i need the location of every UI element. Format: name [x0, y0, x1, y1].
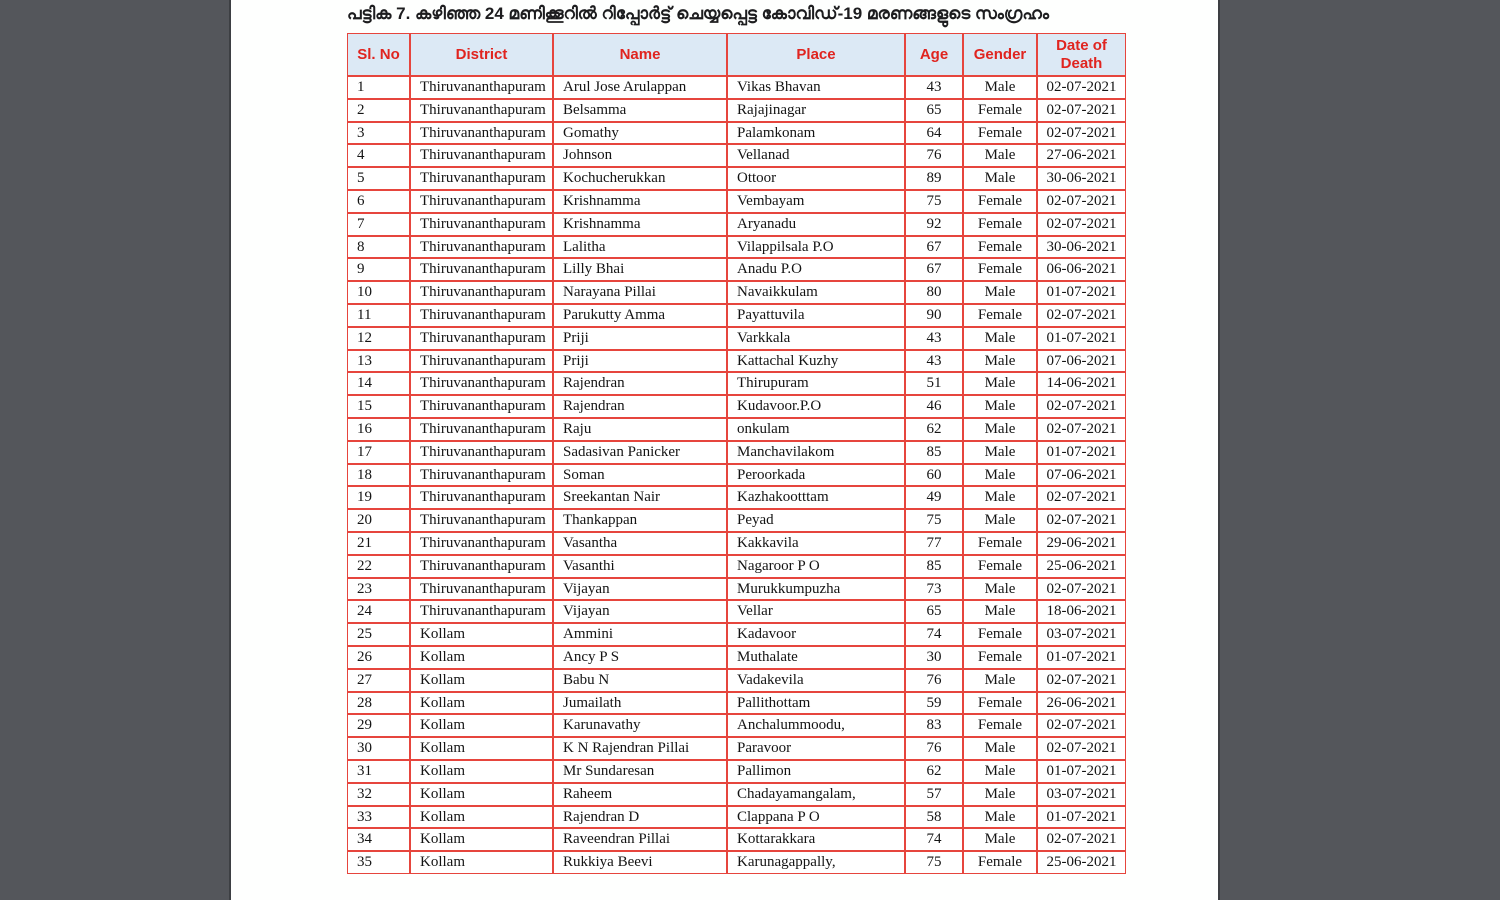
table-cell: 29	[347, 714, 410, 737]
table-cell: Soman	[553, 464, 727, 487]
table-cell: 01-07-2021	[1037, 806, 1126, 829]
table-cell: Thiruvananthapuram	[410, 441, 553, 464]
table-cell: 75	[905, 190, 963, 213]
covid-deaths-table	[347, 33, 1126, 874]
table-cell: 35	[347, 851, 410, 874]
table-cell: Kattachal Kuzhy	[727, 350, 905, 373]
table-cell: Varkkala	[727, 327, 905, 350]
table-cell: 14	[347, 372, 410, 395]
table-cell: Gomathy	[553, 122, 727, 145]
table-row	[347, 532, 1126, 555]
table-cell: 43	[905, 350, 963, 373]
table-cell: Male	[963, 144, 1037, 167]
table-cell: Female	[963, 532, 1037, 555]
table-cell: Raheem	[553, 783, 727, 806]
table-row	[347, 395, 1126, 418]
table-cell: Navaikkulam	[727, 281, 905, 304]
table-cell: Male	[963, 327, 1037, 350]
table-cell: Male	[963, 167, 1037, 190]
table-cell: 58	[905, 806, 963, 829]
table-cell: Thiruvananthapuram	[410, 167, 553, 190]
table-cell: Peroorkada	[727, 464, 905, 487]
table-cell: Jumailath	[553, 692, 727, 715]
table-cell: Thiruvananthapuram	[410, 486, 553, 509]
table-cell: 73	[905, 578, 963, 601]
table-cell: Raveendran Pillai	[553, 828, 727, 851]
column-header-name: Name	[553, 33, 727, 76]
table-row	[347, 304, 1126, 327]
table-cell: 65	[905, 600, 963, 623]
table-cell: Thiruvananthapuram	[410, 509, 553, 532]
table-cell: 02-07-2021	[1037, 99, 1126, 122]
table-cell: 27-06-2021	[1037, 144, 1126, 167]
table-cell: 25-06-2021	[1037, 851, 1126, 874]
table-row	[347, 806, 1126, 829]
table-cell: Male	[963, 806, 1037, 829]
table-cell: 51	[905, 372, 963, 395]
table-cell: Ancy P S	[553, 646, 727, 669]
table-cell: Karunavathy	[553, 714, 727, 737]
table-cell: 7	[347, 213, 410, 236]
table-cell: Narayana Pillai	[553, 281, 727, 304]
table-cell: Thiruvananthapuram	[410, 304, 553, 327]
table-cell: 21	[347, 532, 410, 555]
table-cell: 15	[347, 395, 410, 418]
table-cell: 4	[347, 144, 410, 167]
table-row	[347, 441, 1126, 464]
table-cell: 19	[347, 486, 410, 509]
table-cell: Sreekantan Nair	[553, 486, 727, 509]
table-cell: Thiruvananthapuram	[410, 418, 553, 441]
table-cell: 02-07-2021	[1037, 578, 1126, 601]
table-cell: 26-06-2021	[1037, 692, 1126, 715]
table-cell: Pallithottam	[727, 692, 905, 715]
table-cell: Male	[963, 578, 1037, 601]
table-cell: Kollam	[410, 646, 553, 669]
table-cell: 30	[347, 737, 410, 760]
table-cell: Vellar	[727, 600, 905, 623]
table-row	[347, 464, 1126, 487]
table-cell: 3	[347, 122, 410, 145]
table-cell: Peyad	[727, 509, 905, 532]
table-cell: 75	[905, 509, 963, 532]
table-cell: 03-07-2021	[1037, 623, 1126, 646]
table-cell: 03-07-2021	[1037, 783, 1126, 806]
table-cell: Female	[963, 258, 1037, 281]
document-title: പട്ടിക 7. കഴിഞ്ഞ 24 മണിക്കൂറിൽ റിപ്പോർട്ട് ചെയ്യപ്പെട്ട കോവിഡ്-19 മരണങ്ങളുടെ സംഗ്രഹം	[347, 4, 1049, 23]
table-cell: 01-07-2021	[1037, 646, 1126, 669]
table-cell: Anadu P.O	[727, 258, 905, 281]
column-header-sl-no: Sl. No	[347, 33, 410, 76]
table-cell: 02-07-2021	[1037, 669, 1126, 692]
table-cell: 01-07-2021	[1037, 760, 1126, 783]
table-cell: Female	[963, 555, 1037, 578]
table-cell: Clappana P O	[727, 806, 905, 829]
table-cell: 25	[347, 623, 410, 646]
table-cell: Thiruvananthapuram	[410, 555, 553, 578]
table-cell: 64	[905, 122, 963, 145]
column-header-date-of-death: Date of Death	[1037, 33, 1126, 76]
table-cell: 11	[347, 304, 410, 327]
table-row	[347, 646, 1126, 669]
table-row	[347, 236, 1126, 259]
table-cell: 29-06-2021	[1037, 532, 1126, 555]
table-cell: Thiruvananthapuram	[410, 122, 553, 145]
table-cell: 02-07-2021	[1037, 395, 1126, 418]
table-row	[347, 281, 1126, 304]
table-cell: 12	[347, 327, 410, 350]
table-cell: Ammini	[553, 623, 727, 646]
table-cell: Male	[963, 441, 1037, 464]
table-row	[347, 418, 1126, 441]
table-cell: 10	[347, 281, 410, 304]
table-cell: Kudavoor.P.O	[727, 395, 905, 418]
table-cell: Parukutty Amma	[553, 304, 727, 327]
table-cell: Thankappan	[553, 509, 727, 532]
table-cell: Kollam	[410, 623, 553, 646]
table-cell: 85	[905, 555, 963, 578]
table-cell: Thiruvananthapuram	[410, 144, 553, 167]
table-cell: Kollam	[410, 669, 553, 692]
table-cell: Vasantha	[553, 532, 727, 555]
table-cell: Female	[963, 99, 1037, 122]
table-cell: Vembayam	[727, 190, 905, 213]
table-cell: 9	[347, 258, 410, 281]
table-cell: 60	[905, 464, 963, 487]
table-cell: 62	[905, 418, 963, 441]
table-cell: 18-06-2021	[1037, 600, 1126, 623]
table-cell: 23	[347, 578, 410, 601]
table-cell: Babu N	[553, 669, 727, 692]
table-cell: 46	[905, 395, 963, 418]
table-cell: Male	[963, 281, 1037, 304]
table-row	[347, 578, 1126, 601]
table-cell: Kollam	[410, 692, 553, 715]
table-cell: 02-07-2021	[1037, 213, 1126, 236]
table-cell: Thiruvananthapuram	[410, 236, 553, 259]
table-cell: Thiruvananthapuram	[410, 281, 553, 304]
table-cell: Kadavoor	[727, 623, 905, 646]
table-cell: Kollam	[410, 828, 553, 851]
column-header-gender: Gender	[963, 33, 1037, 76]
table-cell: 02-07-2021	[1037, 714, 1126, 737]
table-cell: Kazhakootttam	[727, 486, 905, 509]
table-cell: 75	[905, 851, 963, 874]
table-cell: 02-07-2021	[1037, 828, 1126, 851]
table-cell: 2	[347, 99, 410, 122]
table-cell: Female	[963, 213, 1037, 236]
table-cell: K N Rajendran Pillai	[553, 737, 727, 760]
table-cell: Krishnamma	[553, 213, 727, 236]
table-cell: 02-07-2021	[1037, 122, 1126, 145]
table-cell: Female	[963, 714, 1037, 737]
table-row	[347, 76, 1126, 99]
table-row	[347, 669, 1126, 692]
table-cell: 14-06-2021	[1037, 372, 1126, 395]
table-row	[347, 600, 1126, 623]
table-cell: 31	[347, 760, 410, 783]
table-cell: Male	[963, 600, 1037, 623]
table-cell: Female	[963, 304, 1037, 327]
table-cell: Vellanad	[727, 144, 905, 167]
table-cell: Thirupuram	[727, 372, 905, 395]
table-cell: 65	[905, 99, 963, 122]
table-cell: 02-07-2021	[1037, 509, 1126, 532]
table-cell: 02-07-2021	[1037, 486, 1126, 509]
table-cell: Rajajinagar	[727, 99, 905, 122]
column-header-district: District	[410, 33, 553, 76]
table-cell: Priji	[553, 350, 727, 373]
table-cell: Vadakevila	[727, 669, 905, 692]
table-cell: Vasanthi	[553, 555, 727, 578]
table-cell: 01-07-2021	[1037, 281, 1126, 304]
table-cell: Arul Jose Arulappan	[553, 76, 727, 99]
table-cell: 02-07-2021	[1037, 418, 1126, 441]
table-cell: 30	[905, 646, 963, 669]
table-cell: 1	[347, 76, 410, 99]
table-cell: Mr Sundaresan	[553, 760, 727, 783]
table-cell: Thiruvananthapuram	[410, 190, 553, 213]
table-cell: Raju	[553, 418, 727, 441]
table-cell: 49	[905, 486, 963, 509]
table-cell: 02-07-2021	[1037, 190, 1126, 213]
table-cell: Thiruvananthapuram	[410, 327, 553, 350]
table-cell: 74	[905, 828, 963, 851]
table-cell: Kollam	[410, 851, 553, 874]
table-header-row	[347, 33, 1126, 76]
table-row	[347, 144, 1126, 167]
table-cell: 74	[905, 623, 963, 646]
table-row	[347, 851, 1126, 874]
table-cell: Thiruvananthapuram	[410, 578, 553, 601]
table-cell: Thiruvananthapuram	[410, 395, 553, 418]
table-cell: Vijayan	[553, 578, 727, 601]
table-cell: Kollam	[410, 783, 553, 806]
table-cell: Kollam	[410, 760, 553, 783]
table-cell: 76	[905, 737, 963, 760]
table-row	[347, 760, 1126, 783]
table-cell: Male	[963, 76, 1037, 99]
table-cell: Kochucherukkan	[553, 167, 727, 190]
table-cell: Thiruvananthapuram	[410, 464, 553, 487]
table-cell: Thiruvananthapuram	[410, 213, 553, 236]
table-cell: Female	[963, 190, 1037, 213]
table-cell: Vikas Bhavan	[727, 76, 905, 99]
table-cell: Priji	[553, 327, 727, 350]
table-cell: Thiruvananthapuram	[410, 99, 553, 122]
table-cell: Lalitha	[553, 236, 727, 259]
table-cell: 25-06-2021	[1037, 555, 1126, 578]
table-cell: Rajendran	[553, 395, 727, 418]
table-row	[347, 258, 1126, 281]
table-row	[347, 213, 1126, 236]
table-cell: Thiruvananthapuram	[410, 532, 553, 555]
table-cell: 5	[347, 167, 410, 190]
table-row	[347, 327, 1126, 350]
table-cell: Thiruvananthapuram	[410, 76, 553, 99]
table-cell: Male	[963, 395, 1037, 418]
table-cell: 89	[905, 167, 963, 190]
table-cell: Kollam	[410, 737, 553, 760]
table-cell: 85	[905, 441, 963, 464]
table-cell: 62	[905, 760, 963, 783]
table-row	[347, 692, 1126, 715]
table-cell: 34	[347, 828, 410, 851]
table-row	[347, 167, 1126, 190]
table-cell: Rajendran D	[553, 806, 727, 829]
table-cell: Murukkumpuzha	[727, 578, 905, 601]
table-cell: Rukkiya Beevi	[553, 851, 727, 874]
table-cell: Kakkavila	[727, 532, 905, 555]
table-cell: Belsamma	[553, 99, 727, 122]
table-cell: Female	[963, 692, 1037, 715]
table-cell: Thiruvananthapuram	[410, 372, 553, 395]
table-cell: 22	[347, 555, 410, 578]
table-cell: Male	[963, 418, 1037, 441]
table-cell: Nagaroor P O	[727, 555, 905, 578]
table-cell: 17	[347, 441, 410, 464]
table-cell: Pallimon	[727, 760, 905, 783]
table-cell: Kottarakkara	[727, 828, 905, 851]
table-cell: Karunagappally,	[727, 851, 905, 874]
table-cell: 43	[905, 327, 963, 350]
table-cell: Rajendran	[553, 372, 727, 395]
table-cell: Manchavilakom	[727, 441, 905, 464]
table-cell: 30-06-2021	[1037, 167, 1126, 190]
table-cell: Female	[963, 851, 1037, 874]
table-cell: 02-07-2021	[1037, 76, 1126, 99]
table-cell: Paravoor	[727, 737, 905, 760]
table-cell: 80	[905, 281, 963, 304]
table-cell: Female	[963, 623, 1037, 646]
table-row	[347, 486, 1126, 509]
table-cell: 32	[347, 783, 410, 806]
table-cell: Thiruvananthapuram	[410, 350, 553, 373]
table-cell: 20	[347, 509, 410, 532]
table-cell: Palamkonam	[727, 122, 905, 145]
table-row	[347, 714, 1126, 737]
column-header-place: Place	[727, 33, 905, 76]
table-cell: Male	[963, 486, 1037, 509]
table-row	[347, 509, 1126, 532]
table-cell: Male	[963, 509, 1037, 532]
table-cell: 6	[347, 190, 410, 213]
table-cell: 76	[905, 144, 963, 167]
table-cell: 01-07-2021	[1037, 441, 1126, 464]
column-header-age: Age	[905, 33, 963, 76]
table-cell: 8	[347, 236, 410, 259]
table-cell: Male	[963, 828, 1037, 851]
table-cell: 33	[347, 806, 410, 829]
table-cell: 76	[905, 669, 963, 692]
table-cell: Muthalate	[727, 646, 905, 669]
table-cell: 59	[905, 692, 963, 715]
table-cell: Female	[963, 236, 1037, 259]
table-cell: Female	[963, 122, 1037, 145]
table-cell: 16	[347, 418, 410, 441]
table-row	[347, 99, 1126, 122]
table-cell: Chadayamangalam,	[727, 783, 905, 806]
table-row	[347, 623, 1126, 646]
table-cell: Sadasivan Panicker	[553, 441, 727, 464]
table-cell: 67	[905, 236, 963, 259]
table-cell: Thiruvananthapuram	[410, 600, 553, 623]
table-cell: Male	[963, 737, 1037, 760]
table-row	[347, 737, 1126, 760]
table-cell: Aryanadu	[727, 213, 905, 236]
table-cell: Vijayan	[553, 600, 727, 623]
table-cell: 01-07-2021	[1037, 327, 1126, 350]
table-row	[347, 555, 1126, 578]
table-row	[347, 783, 1126, 806]
table-cell: 30-06-2021	[1037, 236, 1126, 259]
table-cell: 06-06-2021	[1037, 258, 1126, 281]
table-row	[347, 190, 1126, 213]
table-cell: 02-07-2021	[1037, 304, 1126, 327]
table-cell: Male	[963, 464, 1037, 487]
table-row	[347, 122, 1126, 145]
table-cell: 27	[347, 669, 410, 692]
table-cell: Kollam	[410, 714, 553, 737]
table-cell: Payattuvila	[727, 304, 905, 327]
table-cell: 57	[905, 783, 963, 806]
table-row	[347, 828, 1126, 851]
table-cell: 13	[347, 350, 410, 373]
table-cell: 26	[347, 646, 410, 669]
table-cell: 02-07-2021	[1037, 737, 1126, 760]
table-cell: 43	[905, 76, 963, 99]
pdf-page	[229, 0, 1220, 900]
table-cell: 28	[347, 692, 410, 715]
table-cell: 67	[905, 258, 963, 281]
table-cell: 77	[905, 532, 963, 555]
table-cell: onkulam	[727, 418, 905, 441]
table-cell: 07-06-2021	[1037, 350, 1126, 373]
table-row	[347, 350, 1126, 373]
table-cell: Lilly Bhai	[553, 258, 727, 281]
table-cell: Male	[963, 669, 1037, 692]
table-cell: 18	[347, 464, 410, 487]
table-cell: Krishnamma	[553, 190, 727, 213]
table-cell: 07-06-2021	[1037, 464, 1126, 487]
table-cell: Male	[963, 372, 1037, 395]
table-cell: Thiruvananthapuram	[410, 258, 553, 281]
table-cell: Male	[963, 760, 1037, 783]
table-cell: 24	[347, 600, 410, 623]
table-cell: 83	[905, 714, 963, 737]
table-cell: 92	[905, 213, 963, 236]
table-cell: Female	[963, 646, 1037, 669]
table-cell: Ottoor	[727, 167, 905, 190]
table-cell: Vilappilsala P.O	[727, 236, 905, 259]
table-cell: Kollam	[410, 806, 553, 829]
table-cell: 90	[905, 304, 963, 327]
table-cell: Male	[963, 783, 1037, 806]
table-cell: Male	[963, 350, 1037, 373]
table-cell: Johnson	[553, 144, 727, 167]
table-row	[347, 372, 1126, 395]
table-cell: Anchalummoodu,	[727, 714, 905, 737]
